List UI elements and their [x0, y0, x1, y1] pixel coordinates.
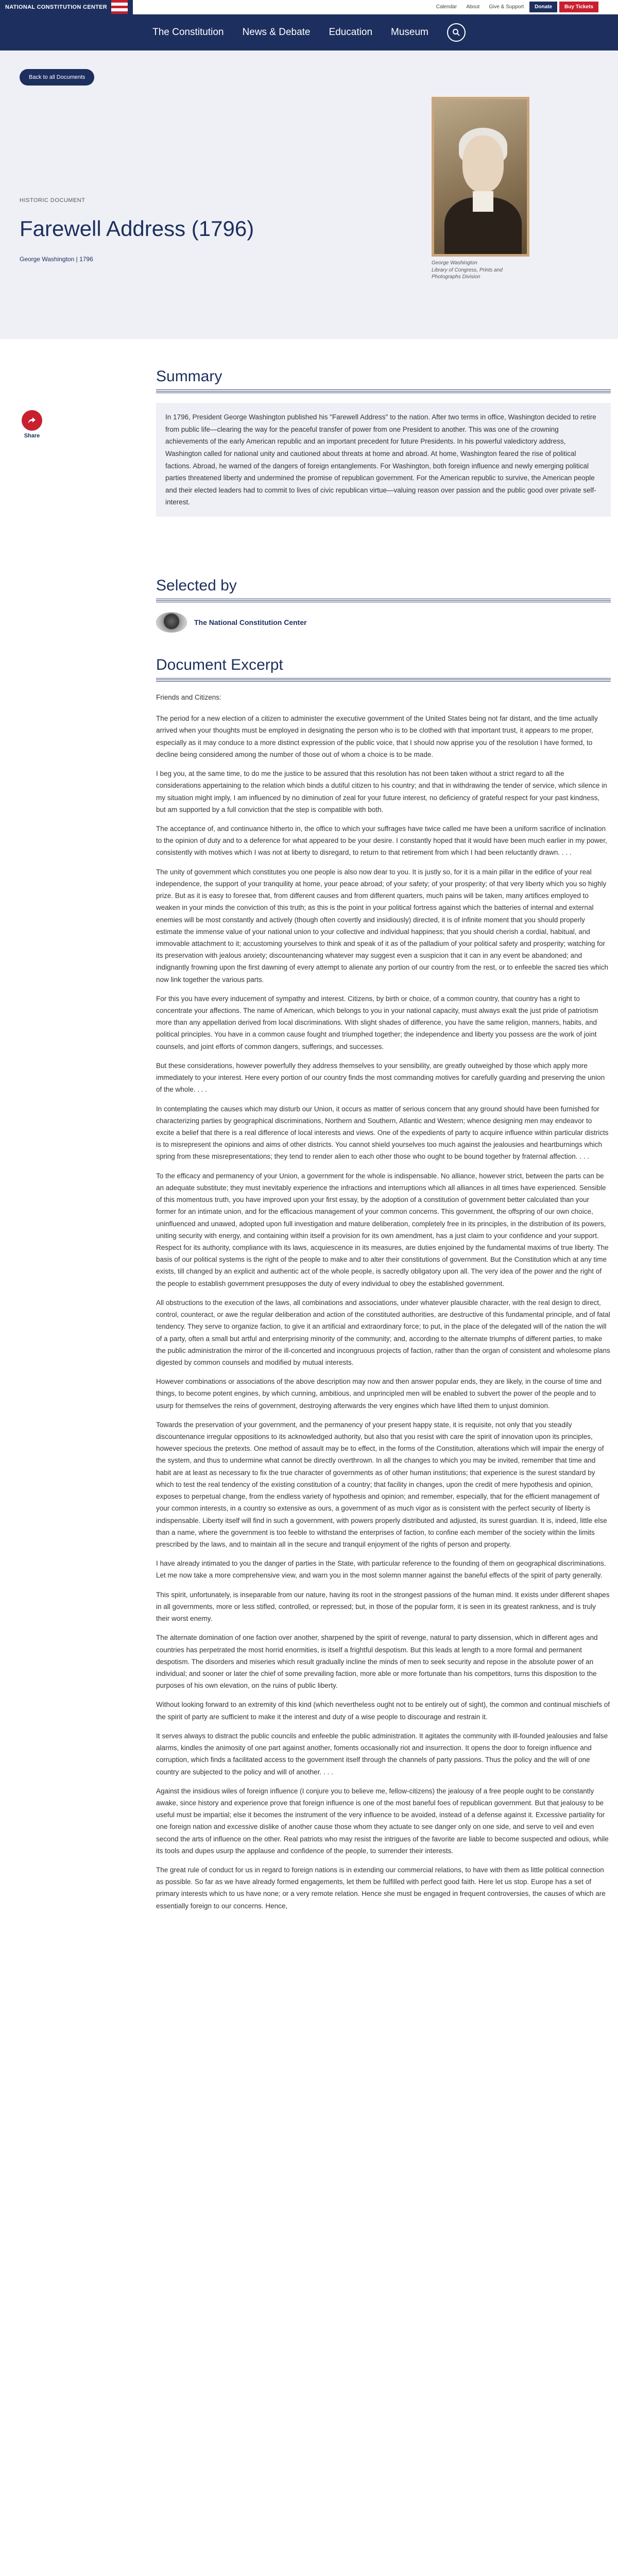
selected-by-entry[interactable]	[156, 612, 611, 633]
excerpt-paragraph: The great rule of conduct for us in regard to foreign nations is in extending our commercial relations, to have with them as little political connection as possible. So far as we have already formed engagements, let them be fulfilled with perfect good faith. Here let us stop. Europe has a set of primary interests which to us have none; or a very remote relation. Hence she must be engaged in frequent controversies, the causes of which are essentially foreign to our concerns. Hence,	[156, 1866, 606, 1910]
buy-tickets-button[interactable]: Buy Tickets	[559, 2, 598, 12]
selected-by-section	[156, 577, 611, 633]
excerpt-heading: Document Excerpt	[156, 656, 283, 673]
summary-heading: Summary	[156, 368, 222, 385]
excerpt-paragraph: The period for a new election of a citizen to administer the executive government of the United States being not far distant, and the time actually arrived when your thoughts must be employed in designating the person who is to be clothed with that important trust, it appears to me proper, especially as it may conduce to a more distinct expression of the public voice, that I should now apprise you of the resolution I have formed, to decline being considered among the number of those out of whom a choice is to be made.	[156, 715, 598, 758]
excerpt-paragraph: All obstructions to the execution of the laws, all combinations and associations, under whatever plausible character, with the real design to direct, control, counteract, or awe the regular deliberation and action of the constituted authorities, are destructive of this fundamental principle, and of fatal tendency. They serve to organize faction, to give it an artificial and extraordinary force; to put, in the place of the delegated will of the nation the will of a party, often a small but artful and enterprising minority of the community; and, according to the alternate triumphs of different parties, to make the public administration the mirror of the ill-concerted and incongruous projects of faction, rather than the organ of consistent and wholesome plans digested by common counsels and modified by mutual interests.	[156, 1298, 610, 1366]
washington-portrait	[432, 97, 529, 257]
share-widget[interactable]	[22, 410, 42, 439]
ncc-seal-icon	[156, 612, 187, 633]
selected-by-name: The National Constitution Center	[194, 618, 307, 626]
utility-links	[433, 2, 598, 12]
selected-by-heading: Selected by	[156, 577, 237, 594]
nav-the-constitution[interactable]: The Constitution	[152, 27, 224, 38]
main-content	[0, 339, 618, 2576]
link-give-support[interactable]: Give & Support	[489, 4, 524, 10]
brand-name: NATIONAL CONSTITUTION CENTER	[5, 4, 108, 10]
hero	[0, 50, 618, 339]
document-excerpt-section	[156, 656, 611, 1919]
link-about[interactable]: About	[466, 4, 480, 10]
excerpt-paragraph: The alternate domination of one faction over another, sharpened by the spirit of revenge, natural to party dissension, which in different ages and countries has perpetrated the most horrid enormities, is itself a frightful despotism. But this leads at length to a more formal and permanent despotism. The disorders and miseries which result gradually incline the minds of men to seek security and repose in the absolute power of an individual; and sooner or later the chief of some prevailing faction, more able or more fortunate than his competitors, turns this disposition to the purposes of his own elevation, on the ruins of public liberty.	[156, 1634, 598, 1690]
share-label: Share	[24, 433, 40, 439]
portrait-figure	[432, 97, 529, 281]
brand-logo[interactable]	[0, 0, 133, 14]
excerpt-paragraph: The unity of government which constitutes you one people is also now dear to you. It is justly so, for it is a main pillar in the edifice of your real independence, the support of your tranquility at home, your peace abroad; of your safety; of your prosperity; of that very liberty which you so highly prize. But as it is easy to foresee that, from different causes and from different quarters, much pains will be taken, many artifices employed to weaken in your minds the conviction of this truth; as this is the point in your political fortress against which the batteries of internal and external enemies will be most constantly and actively (though often covertly and insidiously) directed, it is of infinite moment that you should properly estimate the immense value of your national union to your collective and individual happiness; that you should cherish a cordial, habitual, and immovable attachment to it; accustoming yourselves to think and speak of it as of the palladium of your political safety and prosperity; watching for its preservation with jealous anxiety; discountenancing whatever may suggest even a suspicion that it can in any event be abandoned; and indignantly frowning upon the first dawning of every attempt to alienate any portion of our country from the rest, or to enfeeble the sacred ties which now link together the various parts.	[156, 868, 608, 984]
main-nav	[0, 14, 618, 50]
flag-icon	[111, 0, 128, 14]
document-meta: George Washington | 1796	[20, 256, 93, 263]
nav-news-debate[interactable]: News & Debate	[242, 27, 311, 38]
section-divider	[156, 599, 611, 603]
excerpt-paragraph: Towards the preservation of your government, and the permanency of your present happy state, it is requisite, not only that you steadily discountenance irregular oppositions to its acknowledged authority, but also that you resist with care the spirit of innovation upon its principles, however specious the pretexts. One method of assault may be to effect, in the forms of the Constitution, alterations which will impair the energy of the system, and thus to undermine what cannot be directly overthrown. In all the changes to which you may be invited, remember that time and habit are at least as necessary to fix the true character of governments as of other human institutions; that experience is the surest standard by which to test the real tendency of the existing constitution of a country; that facility in changes, upon the credit of mere hypothesis and opinion, exposes to perpetual change, from the endless variety of hypothesis and opinion; and remember, especially, that for the efficient management of your common interests, in a country so extensive as ours, a government of as much vigor as is consistent with the perfect security of liberty is indispensable. Liberty itself will find in such a government, with powers properly distributed and adjusted, its surest guardian. It is, indeed, little else than a name, where the government is too feeble to withstand the enterprises of faction, to confine each member of the society within the limits prescribed by the laws, and to maintain all in the secure and tranquil enjoyment of the rights of person and property.	[156, 1420, 607, 1548]
link-calendar[interactable]: Calendar	[436, 4, 457, 10]
caption-credit: Library of Congress, Prints and Photographs Division	[432, 267, 503, 280]
nav-education[interactable]: Education	[329, 27, 373, 38]
excerpt-paragraph: In contemplating the causes which may disturb our Union, it occurs as matter of serious concern that any ground should have been furnished for characterizing parties by geographical discriminations, Northern and Southern, Atlantic and Western; whence designing men may endeavor to excite a belief that there is a real difference of local interests and views. One of the expedients of party to acquire influence within particular districts is to misrepresent the opinions and aims of other districts. You cannot shield yourselves too much against the jealousies and heartburnings which spring from these misrepresentations; they tend to render alien to each other those who ought to be bound together by fraternal affection. . . .	[156, 1105, 609, 1161]
excerpt-salutation: Friends and Citizens:	[156, 693, 221, 701]
summary-section	[156, 368, 611, 517]
summary-text: In 1796, President George Washington published his "Farewell Address" to the nation. After two terms in office, Washington decided to retire from public life—clearing the way for the peaceful transfer of power from one President to another. This was one of the crowning achievements of the early American republic and an important precedent for future Presidents. In his powerful valedictory address, Washington called for national unity and cautioned about threats at home and abroad. At home, Washington feared the rise of political factions. Abroad, he warned of the dangers of foreign entanglements. For Washington, both foreign influence and newly emerging political parties threatened liberty and undermined the promise of republican government. For the American republic to survive, the American people and their elected leaders had to commit to lives of civic republican virtue—valuing reason over passion and the public good over private self-interest.	[156, 403, 611, 517]
search-icon	[452, 28, 460, 37]
page-title: Farewell Address (1796)	[20, 216, 254, 241]
document-type-label: HISTORIC DOCUMENT	[20, 197, 85, 204]
excerpt-paragraph: But these considerations, however powerfully they address themselves to your sensibility, are greatly outweighed by those which apply more immediately to your interest. Here every portion of our country finds the most commanding motives for carefully guarding and preserving the union of the whole. . . .	[156, 1061, 605, 1094]
excerpt-paragraph: Against the insidious wiles of foreign influence (I conjure you to believe me, fellow-citizens) the jealousy of a free people ought to be constantly awake, since history and experience prove that foreign influence is one of the most baneful foes of republican government. But that jealousy to be useful must be impartial; else it becomes the instrument of the very influence to be avoided, instead of a defense against it. Excessive partiality for one foreign nation and excessive dislike of another cause those whom they actuate to see danger only on one side, and serve to veil and even second the arts of influence on the other. Real patriots who may resist the intrigues of the favorite are liable to become suspected and odious, while its tools and dupes usurp the applause and confidence of the people, to surrender their interests.	[156, 1787, 609, 1855]
section-divider	[156, 389, 611, 394]
donate-button[interactable]: Donate	[529, 2, 557, 12]
excerpt-paragraph: To the efficacy and permanency of your Union, a government for the whole is indispensable. No alliance, however strict, between the parts can be an adequate substitute; they must inevitably experience the infractions and interruptions which all alliances in all times have experienced. Sensible of this momentous truth, you have improved upon your first essay, by the adoption of a constitution of government better calculated than your former for an intimate union, and for the efficacious management of your common concerns. This government, the offspring of our own choice, uninfluenced and unawed, adopted upon full investigation and mature deliberation, completely free in its principles, in the distribution of its powers, uniting security with energy, and containing within itself a provision for its own amendment, has a just claim to your confidence and your support. Respect for its authority, compliance with its laws, acquiescence in its measures, are duties enjoined by the fundamental maxims of true liberty. The basis of our political systems is the right of the people to make and to alter their constitutions of government. But the Constitution which at any time exists, till changed by an explicit and authentic act of the whole people, is sacredly obligatory upon all. The very idea of the power and the right of the people to establish government presupposes the duty of every individual to obey the established government.	[156, 1172, 609, 1287]
excerpt-paragraph: I beg you, at the same time, to do me the justice to be assured that this resolution has not been taken without a strict regard to all the considerations appertaining to the relation which binds a dutiful citizen to his country; and that in withdrawing the tender of service, which silence in my situation might imply, I am influenced by no diminution of zeal for your future interest, no deficiency of grateful respect for your past kindness, but am supported by a full conviction that the step is compatible with both.	[156, 770, 607, 814]
search-button[interactable]	[447, 23, 466, 42]
excerpt-paragraph: Without looking forward to an extremity of this kind (which nevertheless ought not to be entirely out of sight), the common and continual mischiefs of the spirit of party are sufficient to make it the interest and duty of a wise people to discourage and restrain it.	[156, 1701, 610, 1721]
share-icon[interactable]	[22, 410, 42, 431]
excerpt-paragraph: However combinations or associations of the above description may now and then answer popular ends, they are likely, in the course of time and things, to become potent engines, by which cunning, ambitious, and unprincipled men will be enabled to subvert the power of the people and to usurp for themselves the reins of government, destroying afterwards the very engines which have lifted them to unjust dominion.	[156, 1378, 602, 1410]
section-divider	[156, 678, 611, 682]
nav-museum[interactable]: Museum	[391, 27, 428, 38]
excerpt-paragraph: The acceptance of, and continuance hitherto in, the office to which your suffrages have twice called me have been a uniform sacrifice of inclination to the opinion of duty and to a deference for what appeared to be your desire. I constantly hoped that it would have been much earlier in my power, consistently with motives which I was not at liberty to disregard, to return to that retirement from which I had been reluctantly drawn. . . .	[156, 824, 607, 857]
back-to-documents-button[interactable]: Back to all Documents	[20, 69, 94, 86]
excerpt-paragraph: I have already intimated to you the danger of parties in the State, with particular reference to the founding of them on geographical discriminations. Let me now take a more comprehensive view, and warn you in the most solemn manner against the baneful effects of the spirit of party generally.	[156, 1560, 606, 1580]
excerpt-paragraph: It serves always to distract the public councils and enfeeble the public administration. It agitates the community with ill-founded jealousies and false alarms, kindles the animosity of one part against another, foments occasionally riot and insurrection. It opens the door to foreign influence and corruption, which finds a facilitated access to the government itself through the channels of party passions. Thus the policy and the will of one country are subjected to the policy and will of another. . . .	[156, 1732, 608, 1776]
caption-name: George Washington	[432, 260, 477, 266]
excerpt-paragraph: For this you have every inducement of sympathy and interest. Citizens, by birth or choice, of a common country, that country has a right to concentrate your affections. The name of American, which belongs to you in your national capacity, must always exalt the just pride of patriotism more than any appellation derived from local discriminations. With slight shades of difference, you have the same religion, manners, habits, and political principles. You have in a common cause fought and triumphed together; the independence and liberty you possess are the work of joint counsels, and joint efforts of common dangers, sufferings, and successes.	[156, 994, 598, 1050]
excerpt-paragraph: This spirit, unfortunately, is inseparable from our nature, having its root in the strongest passions of the human mind. It exists under different shapes in all governments, more or less stifled, controlled, or repressed; but, in those of the popular form, it is seen in its greatest rankness, and is truly their worst enemy.	[156, 1590, 610, 1623]
utility-bar	[0, 0, 618, 14]
portrait-caption	[432, 260, 529, 281]
